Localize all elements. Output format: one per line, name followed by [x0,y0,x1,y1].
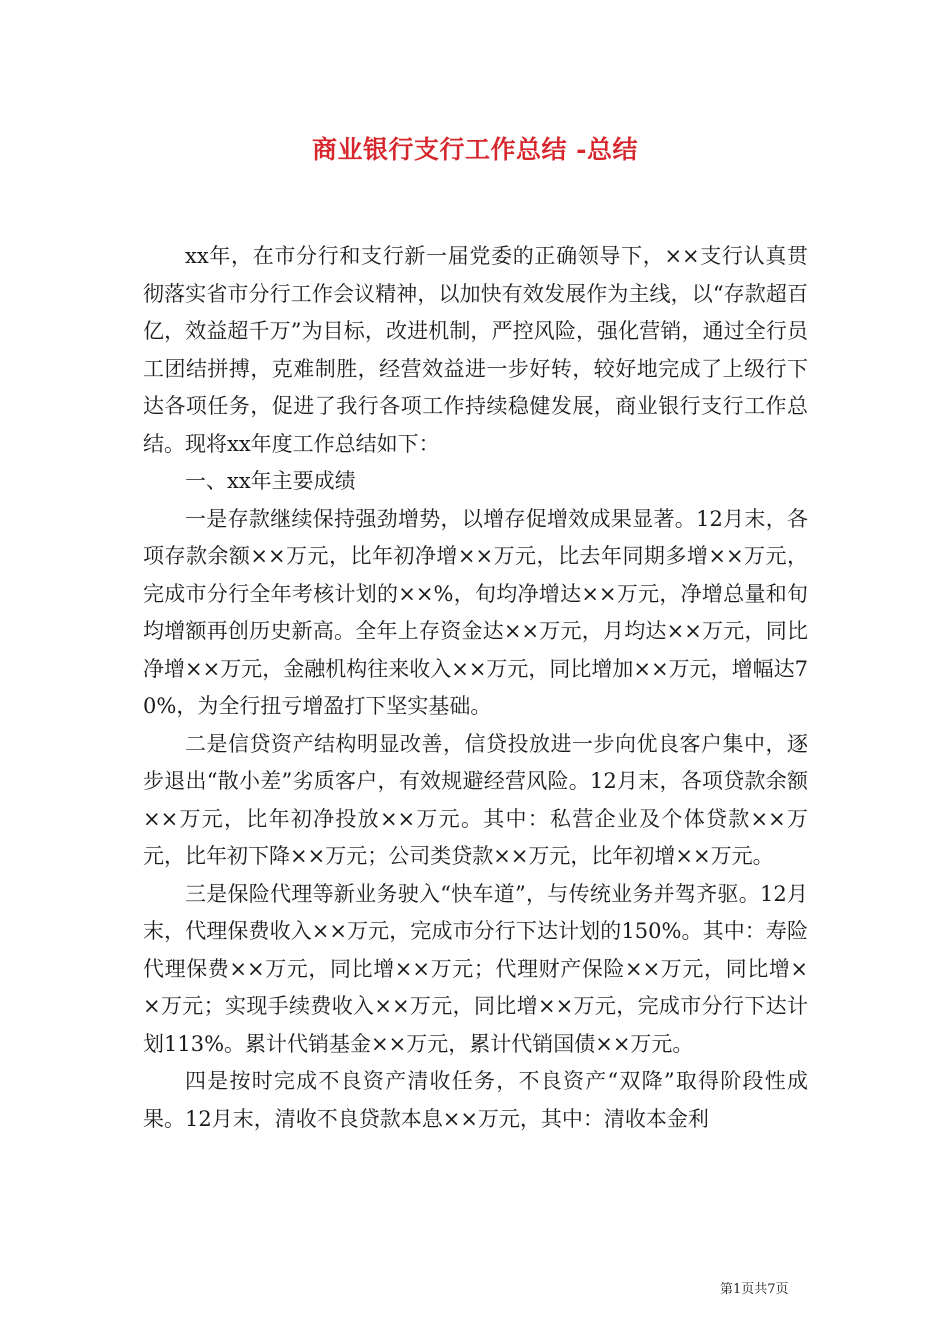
intro-paragraph: xx年，在市分行和支行新一届党委的正确领导下，××支行认真贯彻落实省市分行工作会议精神，以加快有效发展作为主线，以“存款超百亿，效益超千万”为目标，改进机制，严控风险，强化营销，通过全行员工团结拼搏，克难制胜，经营效益进一步好转，较好地完成了上级行下达各项任务，促进了我行各项工作持续稳健发展，商业银行支行工作总结。现将xx年度工作总结如下： [143,244,808,456]
page-number: 第1页共7页 [720,1282,789,1297]
achievement-paragraph-4: 四是按时完成不良资产清收任务，不良资产“双降”取得阶段性成果。12月末，清收不良贷款本息××万元，其中：清收本金利 [143,1069,808,1131]
document-body [143,238,808,1138]
achievement-paragraph-3: 三是保险代理等新业务驶入“快车道”，与传统业务并驾齐驱。12月末，代理保费收入××万元，完成市分行下达计划的150%。其中：寿险代理保费××万元，同比增××万元；代理财产保险××万元，同比增××万元；实现手续费收入××万元，同比增××万元，完成市分行下达计划113%。累计代销基金××万元，累计代销国债××万元。 [143,881,808,1056]
achievement-paragraph-1: 一是存款继续保持强劲增势，以增存促增效成果显著。12月末，各项存款余额××万元，比年初净增××万元，比去年同期多增××万元，完成市分行全年考核计划的××%，旬均净增达××万元，净增总量和旬均增额再创历史新高。全年上存资金达××万元，月均达××万元，同比净增××万元，金融机构往来收入××万元，同比增加××万元，增幅达70%，为全行扭亏增盈打下坚实基础。 [143,506,808,718]
document-title: 商业银行支行工作总结 -总结 [311,135,639,164]
section-heading: 一、xx年主要成绩 [185,469,356,493]
achievement-paragraph-2: 二是信贷资产结构明显改善，信贷投放进一步向优良客户集中，逐步退出“散小差”劣质客户，有效规避经营风险。12月末，各项贷款余额××万元，比年初净投放××万元。其中：私营企业及个体贷款××万元，比年初下降××万元；公司类贷款××万元，比年初增××万元。 [143,731,808,868]
